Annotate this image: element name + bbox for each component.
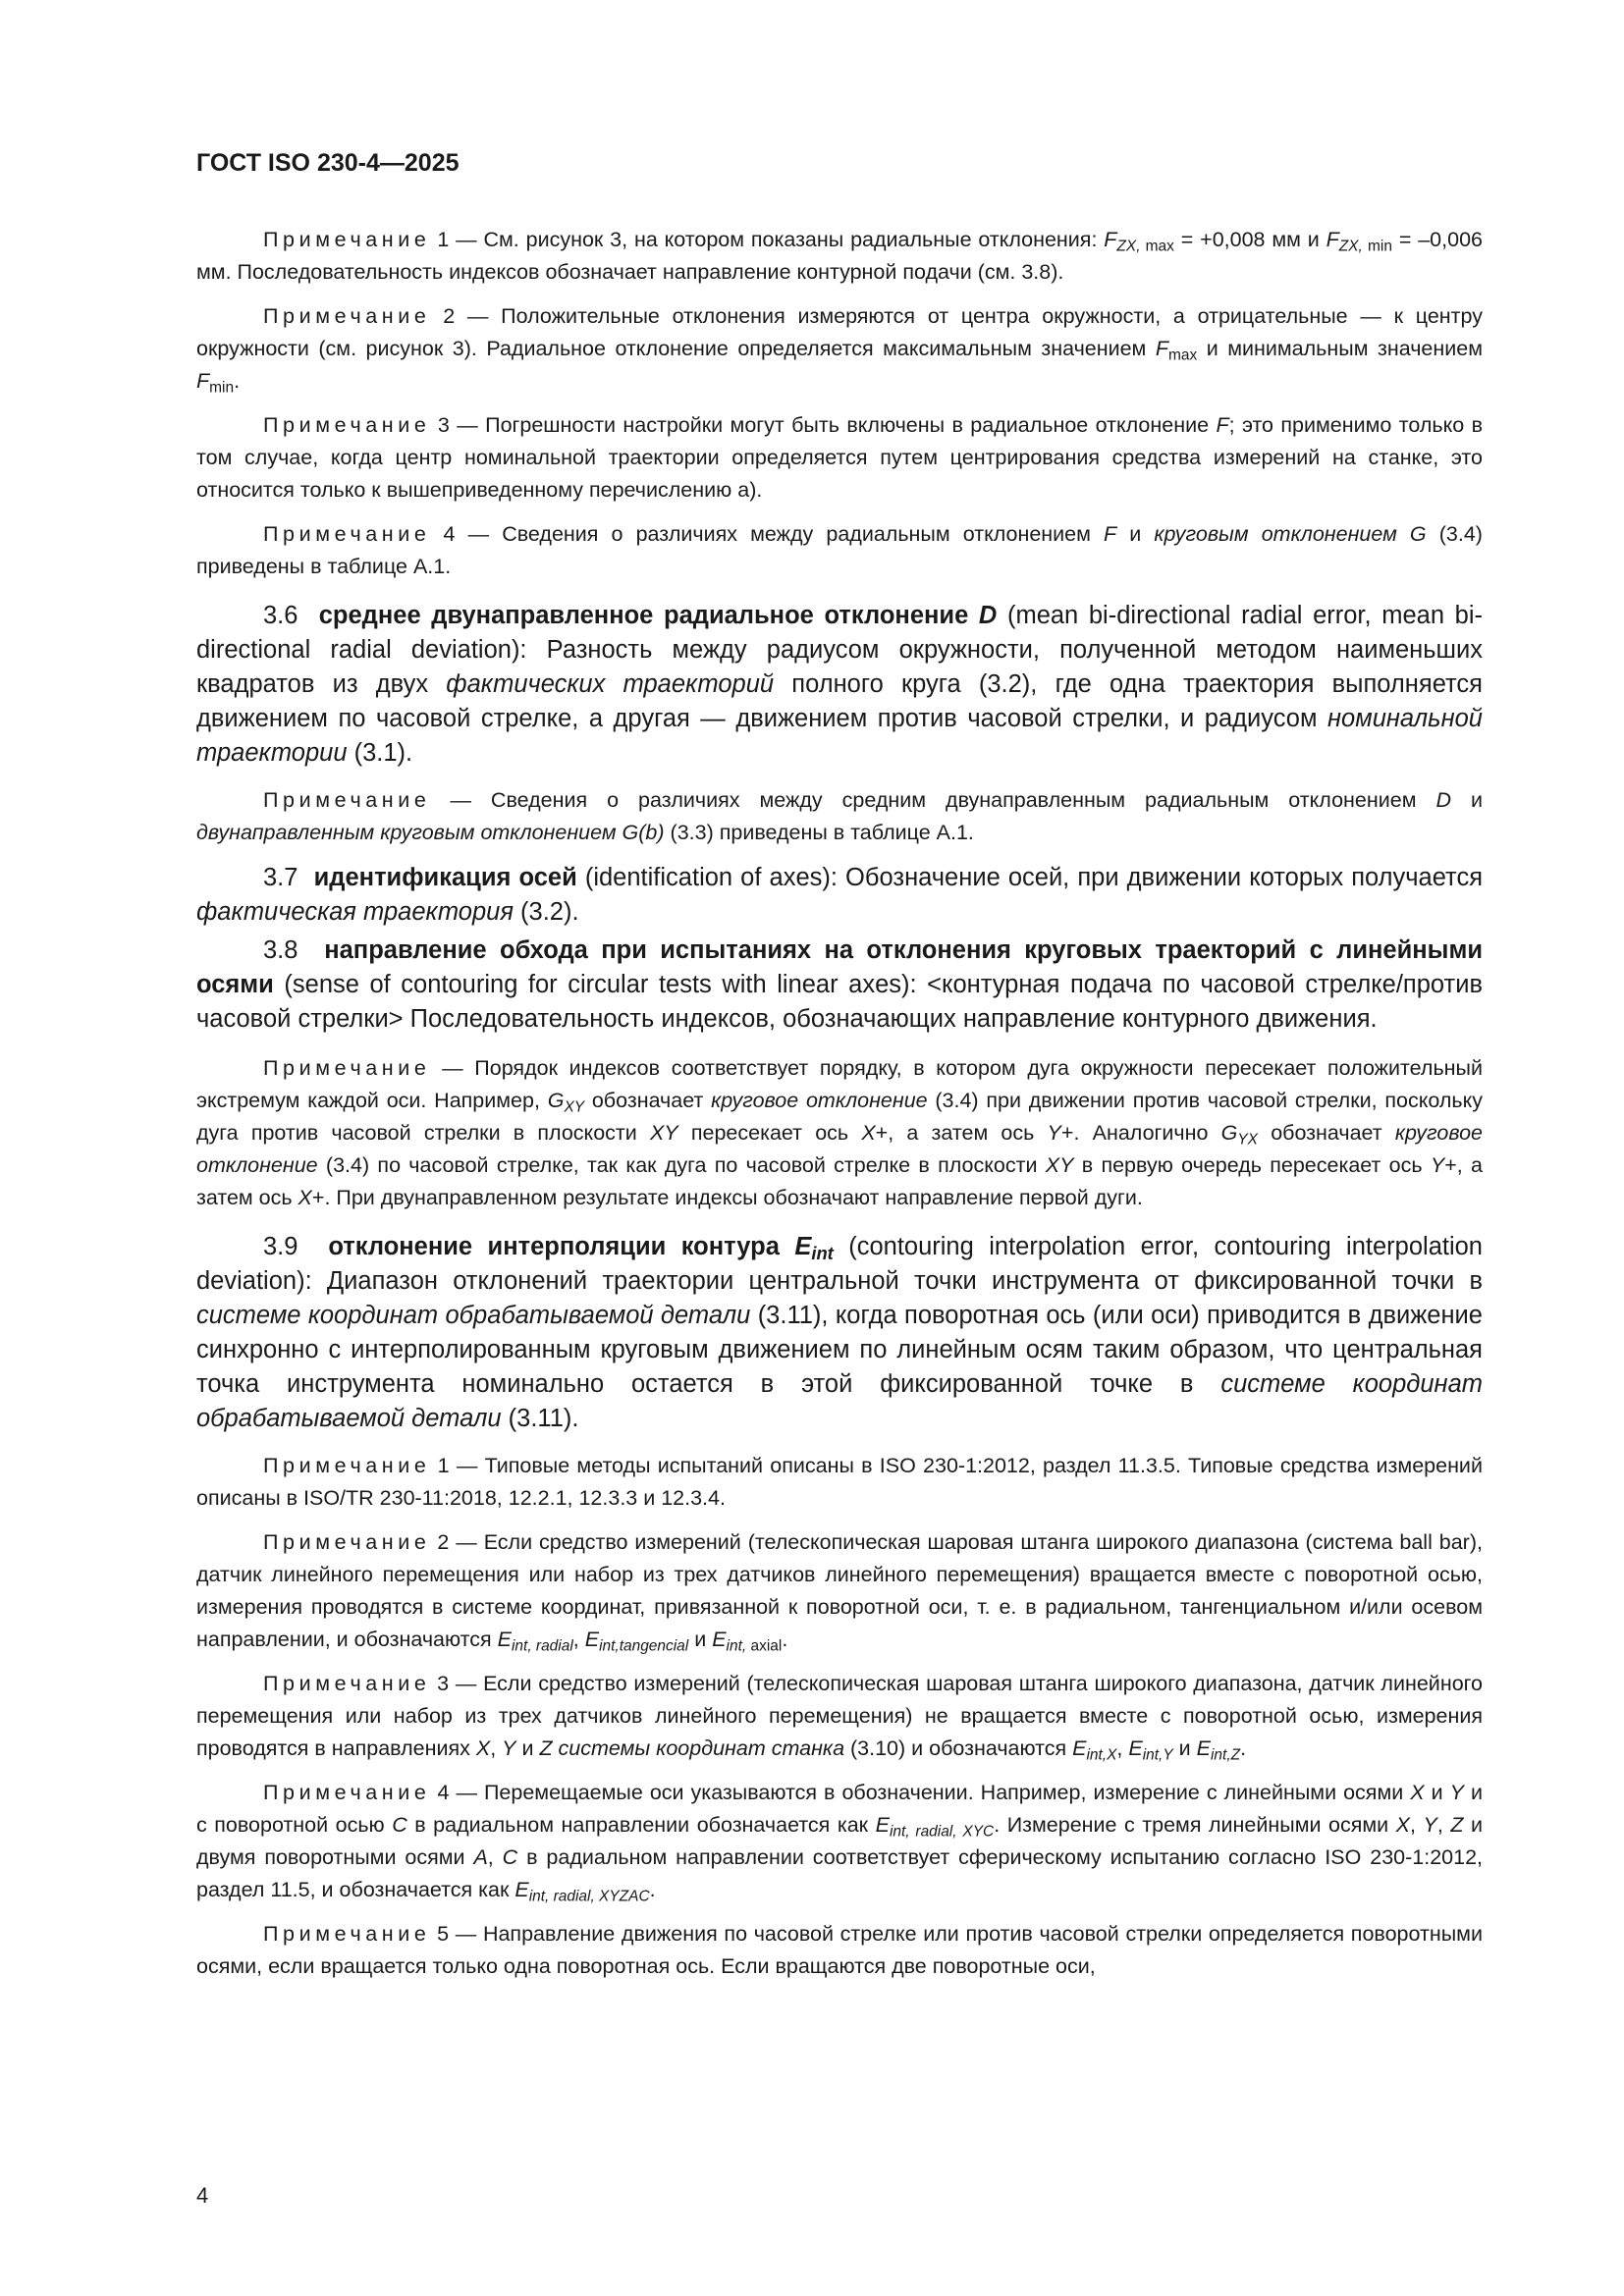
- note-3-9-5: Примечание 5 — Направление движения по часовой стрелке или против часовой стрелки определяется поворотными осями, если вращается только одна поворотная ось. Если вращаются две поворотные оси,: [196, 1922, 1483, 1978]
- standard-title-header: ГОСТ ISO 230-4—2025: [196, 149, 460, 177]
- term-3-7: 3.7 идентификация осей (identification of axes): Обозначение осей, при движении которых получается фактическая траектория (3.2).: [196, 864, 1484, 926]
- note-3-9-3: Примечание 3 — Если средство измерений (телескопическая шаровая штанга широкого диапазона, датчик линейного перемещения или набор из трех датчиков линейного перемещения) не вращается вместе с поворотной осью, измерения проводятся в направлениях X, Y и Z системы координат станка (3.10) и обозначаются $E_{int,X}$, $E_{int,Y}$ и $E_{int,Z}$.: [196, 1672, 1483, 1764]
- page-content: [196, 224, 1483, 1995]
- note-3: Примечание 3 — Погрешности настройки могут быть включены в радиальное отклонение F; это применимо только в том случае, когда центр номинальной траектории определяется путем центрирования средства измерений на станке, это относится только к вышеприведенному перечислению а).: [196, 413, 1484, 502]
- term-3-8: 3.8 направление обхода при испытаниях на отклонения круговых траекторий с линейными осями (sense of contouring for circular tests with linear axes): <контурная подача по часовой стрелке/против часовой стрелки> Последовательность индексов, обозначающих направление контурного движения.: [196, 936, 1483, 1033]
- term-3-9: 3.9 отклонение интерполяции контура $E_{int}$ (contouring interpolation error, contouring interpolation deviation): Диапазон отклонений траектории центральной точки инструмента от фиксированной точки в системе координат обрабатываемой детали (3.11), когда поворотная ось (или оси) приводится в движение синхронно с интерполированным круговым движением по линейным осям таким образом, что центральная точка инструмента номинально остается в этой фиксированной точке в системе координат обрабатываемой детали (3.11).: [196, 1233, 1483, 1432]
- note-3-6: Примечание — Сведения о различиях между средним двунаправленным радиальным отклонением D и двунаправленным круговым отклонением G(b) (3.3) приведены в таблице А.1.: [196, 788, 1483, 844]
- note-2: Примечание 2 — Положительные отклонения измеряются от центра окружности, а отрицательные — к центру окружности (см. рисунок 3). Радиальное отклонение определяется максимальным значением $F_{max}$ и минимальным значением $F_{min}$.: [196, 304, 1483, 397]
- note-4: Примечание 4 — Сведения о различиях между радиальным отклонением F и круговым отклонением G (3.4) приведены в таблице А.1.: [196, 522, 1483, 578]
- note-3-9-2: Примечание 2 — Если средство измерений (телескопическая шаровая штанга широкого диапазона (система ball bar), датчик линейного перемещения или набор из трех датчиков линейного перемещения) вращается вместе с поворотной осью, измерения проводятся в системе координат, привязанной к поворотной оси, т. е. в радиальном, тангенциальном и/или осевом направлении, и обозначаются $E_{int, radial}$, $E_{int,tangencial}$ и $E_{int, axial}$.: [196, 1530, 1483, 1655]
- note-3-9-1: Примечание 1 — Типовые методы испытаний описаны в ISO 230-1:2012, раздел 11.3.5. Типовые средства измерений описаны в ISO/TR 230-11:2018, 12.2.1, 12.3.3 и 12.3.4.: [196, 1454, 1483, 1510]
- note-3-8: Примечание — Порядок индексов соответствует порядку, в котором дуга окружности пересекает положительный экстремум каждой оси. Например, $G_{XY}$ обозначает круговое отклонение (3.4) при движении против часовой стрелки, поскольку дуга против часовой стрелки в плоскости XY пересекает ось X+, а затем ось Y+. Аналогично $G_{YX}$ обозначает круговое отклонение (3.4) по часовой стрелке, так как дуга по часовой стрелке в плоскости XY в первую очередь пересекает ось Y+, а затем ось X+. При двунаправленном результате индексы обозначают направление первой дуги.: [196, 1056, 1483, 1209]
- term-3-6: 3.6 среднее двунаправленное радиальное отклонение D (mean bi-directional radial error, mean bi-directional radial deviation): Разность между радиусом окружности, полученной методом наименьших квадратов из двух фактических траекторий полного круга (3.2), где одна траектория выполняется движением по часовой стрелке, а другая — движением против часовой стрелки, и радиусом номинальной траектории (3.1).: [196, 602, 1484, 767]
- note-1: Примечание 1 — См. рисунок 3, на котором показаны радиальные отклонения: $F_{ZX, max} = +0,008$ мм и $F_{ZX, min} = -0,006$ мм. Последовательность индексов обозначает направление контурной подачи (см. 3.8).: [196, 228, 1483, 284]
- page-number: 4: [196, 2183, 209, 2208]
- note-3-9-4: Примечание 4 — Перемещаемые оси указываются в обозначении. Например, измерение с линейными осями X и Y и с поворотной осью C в радиальном направлении обозначается как $E_{int, radial, XYC}$. Измерение с тремя линейными осями X, Y, Z и двумя поворотными осями A, C в радиальном направлении соответствует сферическому испытанию согласно ISO 230-1:2012, раздел 11.5, и обозначается как $E_{int, radial, XYZAC}$.: [196, 1781, 1484, 1905]
